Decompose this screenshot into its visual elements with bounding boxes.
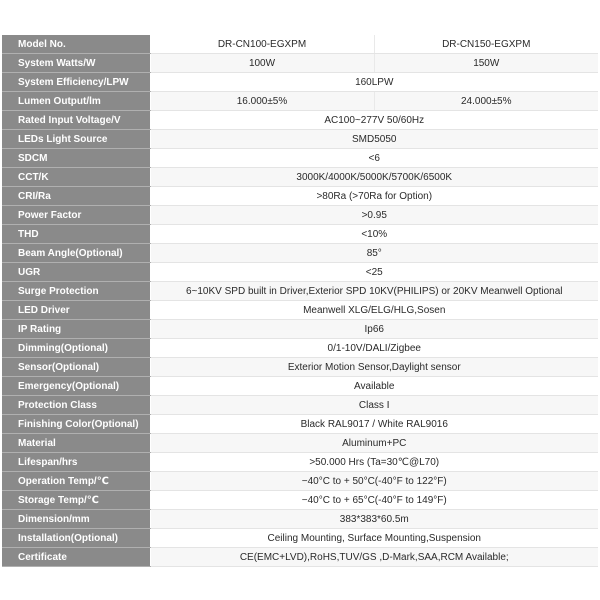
spec-row [2,225,598,244]
row-label: LEDs Light Source [2,130,150,149]
row-label: IP Rating [2,320,150,339]
value-cell: AC100~277V 50/60Hz [150,111,598,130]
row-label: Sensor(Optional) [2,358,150,377]
spec-row [2,130,598,149]
value-a-cell: 100W [150,54,374,73]
value-cell: Aluminum+PC [150,434,598,453]
header-row [2,35,598,54]
spec-row [2,548,598,567]
row-label: Surge Protection [2,282,150,301]
row-label: THD [2,225,150,244]
value-cell: <10% [150,225,598,244]
value-cell: 0/1-10V/DALI/Zigbee [150,339,598,358]
row-label: Power Factor [2,206,150,225]
spec-row [2,54,598,73]
spec-table [2,35,598,567]
row-label: SDCM [2,149,150,168]
spec-row [2,453,598,472]
row-label: Emergency(Optional) [2,377,150,396]
value-cell: Meanwell XLG/ELG/HLG,Sosen [150,301,598,320]
spec-row [2,396,598,415]
row-label: Dimming(Optional) [2,339,150,358]
value-cell: Ip66 [150,320,598,339]
row-label: System Watts/W [2,54,150,73]
row-label: Protection Class [2,396,150,415]
value-cell: 85° [150,244,598,263]
spec-row [2,358,598,377]
spec-row [2,149,598,168]
spec-row [2,415,598,434]
value-cell: <6 [150,149,598,168]
value-cell: Black RAL9017 / White RAL9016 [150,415,598,434]
spec-row [2,111,598,130]
value-cell: 160LPW [150,73,598,92]
value-cell: <25 [150,263,598,282]
value-cell: 3000K/4000K/5000K/5700K/6500K [150,168,598,187]
spec-row [2,491,598,510]
row-label: LED Driver [2,301,150,320]
model-a-cell: DR-CN100-EGXPM [150,35,374,54]
spec-row [2,301,598,320]
row-label: Finishing Color(Optional) [2,415,150,434]
spec-table-body [2,35,598,567]
row-label: CCT/K [2,168,150,187]
spec-row [2,187,598,206]
value-cell: Available [150,377,598,396]
spec-row [2,206,598,225]
spec-row [2,339,598,358]
value-cell: Exterior Motion Sensor,Daylight sensor [150,358,598,377]
value-b-cell: 150W [374,54,598,73]
spec-row [2,472,598,491]
spec-row [2,244,598,263]
row-label: Rated Input Voltage/V [2,111,150,130]
value-cell: 6~10KV SPD built in Driver,Exterior SPD 10KV(PHILIPS) or 20KV Meanwell Optional [150,282,598,301]
row-label: System Efficiency/LPW [2,73,150,92]
value-cell: >50.000 Hrs (Ta=30℃@L70) [150,453,598,472]
value-cell: −40°C to + 50°C(-40°F to 122°F) [150,472,598,491]
row-label: Lifespan/hrs [2,453,150,472]
row-label: Material [2,434,150,453]
model-b-cell: DR-CN150-EGXPM [374,35,598,54]
row-label: Installation(Optional) [2,529,150,548]
row-label: Lumen Output/lm [2,92,150,111]
row-label: Certificate [2,548,150,567]
spec-row [2,168,598,187]
spec-row [2,377,598,396]
value-cell: SMD5050 [150,130,598,149]
spec-row [2,320,598,339]
spec-row [2,510,598,529]
value-a-cell: 16.000±5% [150,92,374,111]
value-cell: Class Ⅰ [150,396,598,415]
row-label: Dimension/mm [2,510,150,529]
spec-row [2,92,598,111]
row-label: Beam Angle(Optional) [2,244,150,263]
value-cell: Ceiling Mounting, Surface Mounting,Suspension [150,529,598,548]
spec-row [2,434,598,453]
value-b-cell: 24.000±5% [374,92,598,111]
row-label: UGR [2,263,150,282]
header-label: Model No. [2,35,150,54]
value-cell: >0.95 [150,206,598,225]
value-cell: CE(EMC+LVD),RoHS,TUV/GS ,D-Mark,SAA,RCM Available; [150,548,598,567]
spec-row [2,529,598,548]
value-cell: −40°C to + 65°C(-40°F to 149°F) [150,491,598,510]
row-label: Storage Temp/℃ [2,491,150,510]
row-label: CRI/Ra [2,187,150,206]
spec-row [2,263,598,282]
spec-row [2,73,598,92]
value-cell: 383*383*60.5m [150,510,598,529]
value-cell: >80Ra (>70Ra for Option) [150,187,598,206]
spec-row [2,282,598,301]
row-label: Operation Temp/℃ [2,472,150,491]
